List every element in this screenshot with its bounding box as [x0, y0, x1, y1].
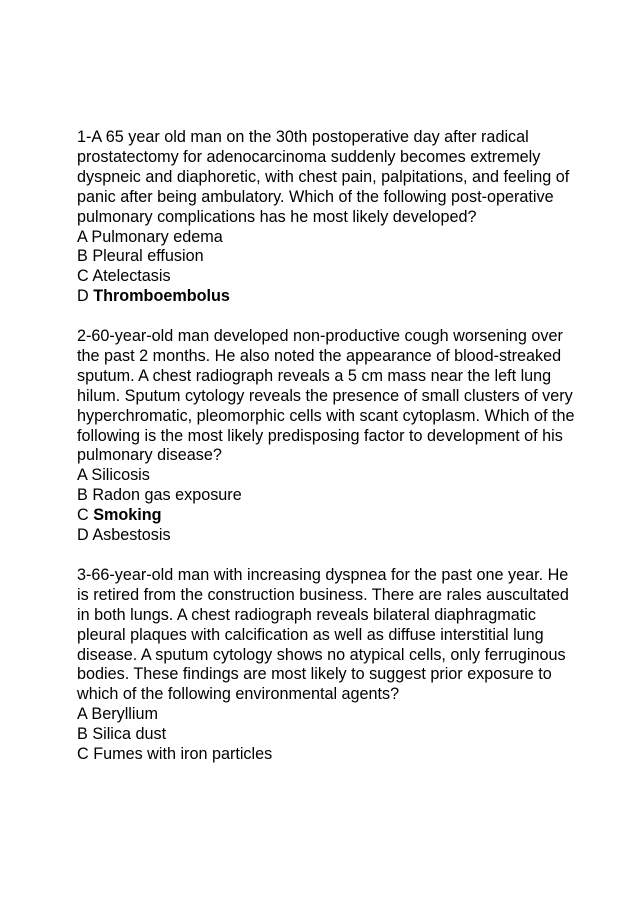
option-c: [77, 506, 577, 526]
option-a: [77, 705, 577, 725]
option-letter: D: [77, 526, 89, 545]
option-letter: D: [77, 287, 89, 306]
option-text: Atelectasis: [92, 267, 171, 286]
question-stem: 3-66-year-old man with increasing dyspnea for the past one year. He is retired from the construction business. There are rales auscultated in both lungs. A chest radiograph reveals bilateral diaphragmatic pleural plaques with calcification as well as diffuse interstitial lung disease. A sputum cytology shows no atypical cells, only ferruginous bodies. These findings are most likely to suggest prior exposure to which of the following environmental agents?: [77, 565, 569, 704]
option-c: [77, 745, 577, 765]
option-letter: A: [77, 227, 87, 246]
option-letter: B: [77, 725, 88, 744]
option-letter: C: [77, 267, 89, 286]
correct-answer-text: Smoking: [93, 506, 162, 525]
question-1: [77, 128, 577, 307]
option-letter: A: [77, 466, 87, 485]
option-text: Fumes with iron particles: [93, 745, 273, 764]
option-text: Radon gas exposure: [92, 486, 242, 505]
option-a: [77, 466, 577, 486]
option-a: [77, 228, 577, 248]
correct-answer-text: Thromboembolus: [93, 287, 230, 306]
option-text: Silicosis: [91, 466, 150, 485]
option-letter: C: [77, 506, 89, 525]
question-stem: 2-60-year-old man developed non-productive cough worsening over the past 2 months. He also noted the appearance of blood-streaked sputum. A chest radiograph reveals a 5 cm mass near the left lung hilum. Sputum cytology reveals the presence of small clusters of very hyperchromatic, pleomorphic cells with scant cytoplasm. Which of the following is the most likely predisposing factor to development of his pulmonary disease?: [77, 327, 575, 465]
question-3: [77, 566, 577, 765]
document-page: [77, 128, 577, 765]
option-d: [77, 287, 577, 307]
option-text: Pulmonary edema: [91, 227, 223, 246]
option-text: Pleural effusion: [92, 247, 204, 266]
option-letter: C: [77, 745, 89, 764]
option-b: [77, 247, 577, 267]
option-c: [77, 267, 577, 287]
option-b: [77, 486, 577, 506]
option-letter: B: [77, 247, 88, 266]
option-text: Silica dust: [92, 725, 167, 744]
option-text: Beryllium: [91, 705, 158, 724]
option-letter: B: [77, 486, 88, 505]
question-2: [77, 327, 577, 546]
option-letter: A: [77, 705, 87, 724]
question-stem: 1-A 65 year old man on the 30th postoperative day after radical prostatectomy for adenocarcinoma suddenly becomes extremely dyspneic and diaphoretic, with chest pain, palpitations, and feeling of panic after being ambulatory. Which of the following post-operative pulmonary complications has he most likely developed?: [77, 128, 570, 226]
option-b: [77, 725, 577, 745]
option-text: Asbestosis: [92, 526, 171, 545]
option-d: [77, 526, 577, 546]
